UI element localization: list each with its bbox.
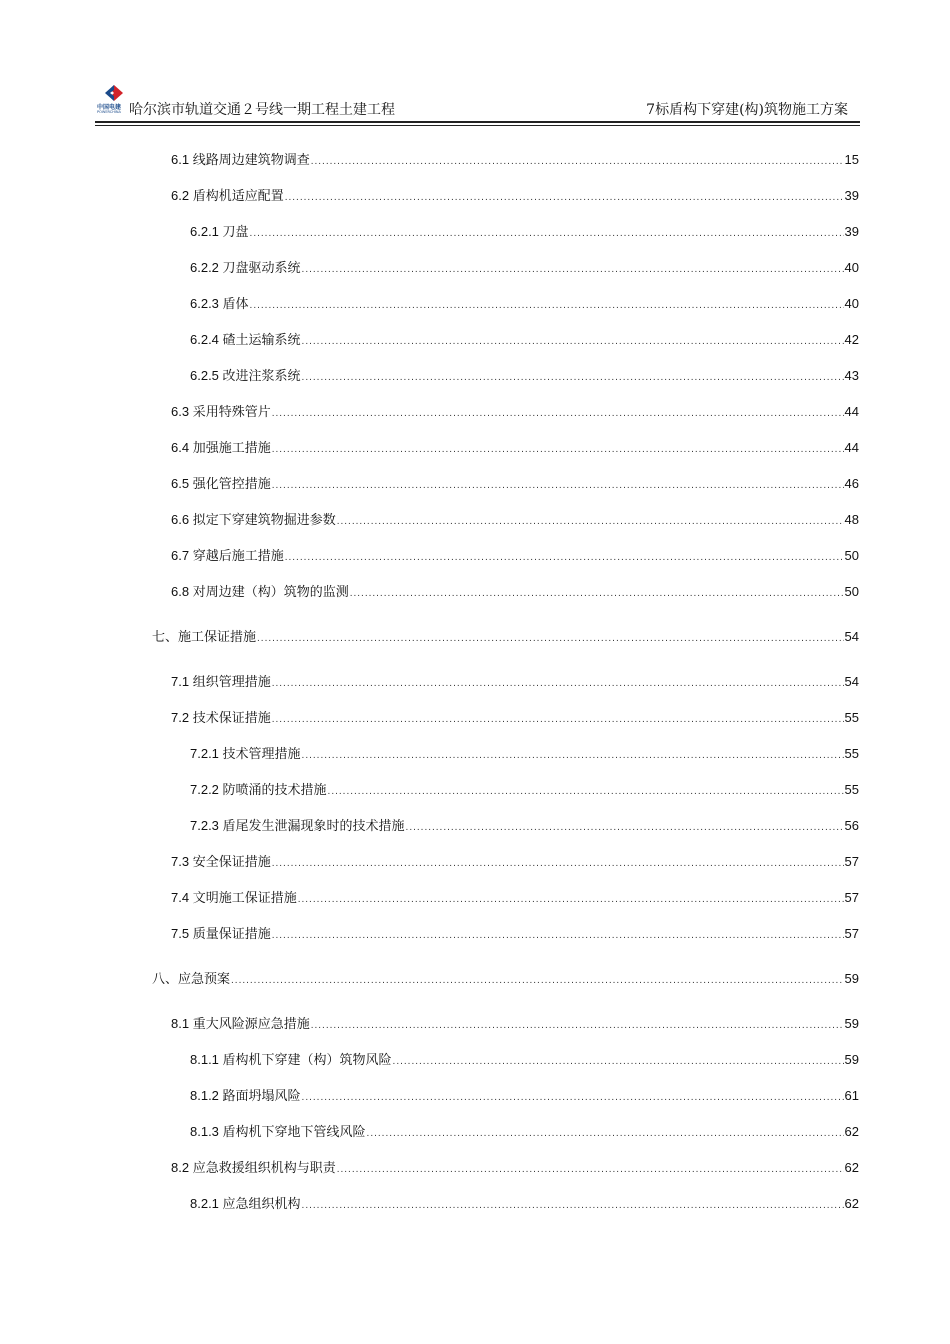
toc-entry[interactable] (190, 259, 859, 279)
toc-entry-title: 加强施工措施 (192, 441, 271, 456)
toc-entry-label (171, 151, 310, 170)
toc-entry-number: 7.2 (171, 710, 193, 725)
toc-entry[interactable] (171, 853, 859, 873)
toc-dot-leader (406, 819, 844, 837)
toc-dot-leader (298, 891, 844, 909)
toc-entry[interactable] (171, 403, 859, 423)
toc-dot-leader (302, 1089, 844, 1107)
toc-dot-leader (337, 513, 844, 531)
toc-entry-number: 7.4 (171, 890, 193, 905)
toc-entry-page: 59 (844, 1052, 859, 1067)
toc-entry-title: 路面坍塌风险 (222, 1089, 301, 1104)
toc-entry-label (171, 475, 271, 494)
toc-dot-leader (311, 153, 844, 171)
toc-entry-page: 44 (844, 404, 859, 419)
toc-entry-number: 6.7 (171, 548, 193, 563)
toc-entry[interactable] (190, 295, 859, 315)
toc-entry[interactable] (152, 628, 859, 648)
header-rule-thin (95, 125, 860, 126)
toc-entry[interactable] (190, 1051, 859, 1071)
toc-entry-label (190, 1195, 301, 1214)
toc-entry-label (171, 1159, 336, 1178)
toc-entry-page: 48 (844, 512, 859, 527)
toc-entry-title: 采用特殊管片 (192, 405, 271, 420)
toc-entry-page: 55 (844, 782, 859, 797)
toc-entry-number: 6.4 (171, 440, 193, 455)
toc-entry[interactable] (171, 547, 859, 567)
toc-dot-leader (285, 189, 844, 207)
toc-entry-label (190, 1123, 366, 1142)
toc-entry-number: 6.1 (171, 152, 193, 167)
toc-entry-number: 6.5 (171, 476, 193, 491)
toc-entry-number: 7.3 (171, 854, 193, 869)
toc-entry-number: 6.2.5 (190, 368, 223, 383)
toc-dot-leader (328, 783, 844, 801)
toc-entry[interactable] (190, 817, 859, 837)
toc-entry-page: 55 (844, 710, 859, 725)
toc-entry-label (190, 781, 327, 800)
toc-entry-label (190, 295, 249, 314)
toc-entry-label (190, 817, 405, 836)
toc-entry-number: 6.2.1 (190, 224, 223, 239)
toc-dot-leader (272, 675, 844, 693)
toc-entry[interactable] (171, 889, 859, 909)
toc-entry-page: 15 (844, 152, 859, 167)
toc-entry[interactable] (190, 1195, 859, 1215)
toc-entry-label (171, 187, 284, 206)
toc-dot-leader (350, 585, 844, 603)
toc-entry-label (171, 853, 271, 872)
toc-entry-number: 7.1 (171, 674, 193, 689)
toc-entry[interactable] (190, 223, 859, 243)
toc-dot-leader (302, 1197, 844, 1215)
header-document-title: 7标盾构下穿建(构)筑物施工方案 (646, 102, 848, 118)
toc-entry-title: 八、应急预案 (152, 972, 231, 987)
toc-entry[interactable] (171, 1015, 859, 1035)
toc-entry-number: 6.2.3 (190, 296, 223, 311)
toc-entry-page: 43 (844, 368, 859, 383)
toc-entry[interactable] (190, 781, 859, 801)
toc-entry-number: 8.2.1 (190, 1196, 223, 1211)
toc-dot-leader (231, 972, 844, 990)
toc-entry[interactable] (190, 331, 859, 351)
toc-entry-title: 盾构机适应配置 (192, 189, 284, 204)
toc-entry-page: 46 (844, 476, 859, 491)
toc-entry-title: 应急救援组织机构与职责 (192, 1161, 336, 1176)
toc-entry-label (171, 1015, 310, 1034)
toc-entry[interactable] (171, 925, 859, 945)
header-project-title: 哈尔滨市轨道交通２号线一期工程土建工程 (129, 102, 395, 118)
toc-entry-label (190, 1087, 301, 1106)
logo-text-cn: 中国电建 (97, 104, 122, 111)
toc-entry-title: 质量保证措施 (192, 927, 271, 942)
toc-entry-number: 6.3 (171, 404, 193, 419)
toc-entry-page: 62 (844, 1196, 859, 1211)
toc-entry-title: 七、施工保证措施 (152, 630, 257, 645)
toc-entry-page: 40 (844, 260, 859, 275)
toc-entry-page: 62 (844, 1160, 859, 1175)
header-rule-thick (95, 121, 860, 123)
toc-entry-label (152, 629, 256, 647)
toc-dot-leader (272, 927, 844, 945)
toc-entry-title: 安全保证措施 (192, 855, 271, 870)
toc-entry-number: 6.2.2 (190, 260, 223, 275)
toc-entry-title: 技术管理措施 (222, 747, 301, 762)
toc-dot-leader (272, 477, 844, 495)
toc-entry-page: 50 (844, 548, 859, 563)
toc-entry-page: 54 (844, 629, 859, 644)
toc-entry[interactable] (190, 745, 859, 765)
toc-entry-number: 7.2.3 (190, 818, 223, 833)
toc-entry-number: 7.2.2 (190, 782, 223, 797)
toc-dot-leader (393, 1053, 844, 1071)
toc-entry-title: 应急组织机构 (222, 1197, 301, 1212)
toc-entry-number: 8.1.1 (190, 1052, 223, 1067)
toc-entry-number: 6.2 (171, 188, 193, 203)
toc-entry-title: 刀盘驱动系统 (222, 261, 301, 276)
toc-entry-page: 39 (844, 224, 859, 239)
toc-entry-page: 59 (844, 971, 859, 986)
toc-entry[interactable] (190, 367, 859, 387)
toc-entry-title: 盾构机下穿地下管线风险 (222, 1125, 366, 1140)
toc-dot-leader (272, 855, 844, 873)
toc-entry-label (190, 1051, 392, 1070)
toc-dot-leader (257, 630, 844, 648)
toc-dot-leader (337, 1161, 844, 1179)
toc-entry[interactable] (171, 511, 859, 531)
toc-entry-title: 对周边建（构）筑物的监测 (192, 585, 349, 600)
toc-entry[interactable] (171, 475, 859, 495)
toc-dot-leader (367, 1125, 844, 1143)
toc-entry-label (190, 367, 301, 386)
toc-entry[interactable] (171, 673, 859, 693)
toc-entry[interactable] (171, 187, 859, 207)
powerchina-logo (97, 84, 129, 118)
toc-entry-page: 57 (844, 890, 859, 905)
powerchina-logo-icon (103, 84, 125, 102)
toc-entry[interactable] (190, 1123, 859, 1143)
toc-entry-label (171, 511, 336, 530)
toc-entry-number: 7.2.1 (190, 746, 223, 761)
toc-entry-number: 8.2 (171, 1160, 193, 1175)
toc-entry-page: 39 (844, 188, 859, 203)
page-header (95, 84, 860, 124)
toc-entry-label (190, 331, 301, 350)
toc-entry-label (190, 223, 249, 242)
toc-dot-leader (250, 297, 844, 315)
toc-entry-page: 54 (844, 674, 859, 689)
toc-entry[interactable] (190, 1087, 859, 1107)
toc-entry-page: 59 (844, 1016, 859, 1031)
toc-entry-number: 6.8 (171, 584, 193, 599)
toc-entry-page: 56 (844, 818, 859, 833)
toc-entry-label (171, 439, 271, 458)
toc-entry-page: 62 (844, 1124, 859, 1139)
toc-dot-leader (302, 369, 844, 387)
toc-entry-page: 57 (844, 926, 859, 941)
toc-dot-leader (250, 225, 844, 243)
toc-entry-label (171, 583, 349, 602)
toc-entry-title: 防喷涌的技术措施 (222, 783, 327, 798)
toc-entry-number: 6.2.4 (190, 332, 223, 347)
toc-entry[interactable] (171, 1159, 859, 1179)
toc-entry-page: 40 (844, 296, 859, 311)
logo-text-en: POWERCHINA (97, 110, 121, 114)
toc-entry-title: 线路周边建筑物调查 (192, 153, 310, 168)
toc-entry-title: 盾尾发生泄漏现象时的技术措施 (222, 819, 405, 834)
toc-entry-page: 55 (844, 746, 859, 761)
toc-entry[interactable] (171, 709, 859, 729)
toc-entry-label (171, 889, 297, 908)
toc-entry[interactable] (171, 439, 859, 459)
toc-entry-number: 8.1.2 (190, 1088, 223, 1103)
toc-entry[interactable] (152, 970, 859, 990)
toc-entry-number: 6.6 (171, 512, 193, 527)
toc-entry-page: 50 (844, 584, 859, 599)
toc-entry-title: 组织管理措施 (192, 675, 271, 690)
toc-entry-title: 强化管控措施 (192, 477, 271, 492)
toc-entry-label (152, 971, 230, 989)
toc-entry-title: 碴土运输系统 (222, 333, 301, 348)
toc-dot-leader (272, 711, 844, 729)
toc-entry-label (171, 403, 271, 422)
toc-entry-page: 57 (844, 854, 859, 869)
toc-entry-title: 重大风险源应急措施 (192, 1017, 310, 1032)
toc-dot-leader (272, 405, 844, 423)
toc-entry-title: 穿越后施工措施 (192, 549, 284, 564)
toc-entry-number: 8.1 (171, 1016, 193, 1031)
toc-entry-label (190, 259, 301, 278)
toc-entry-label (190, 745, 301, 764)
toc-entry-label (171, 673, 271, 692)
toc-dot-leader (302, 747, 844, 765)
toc-dot-leader (272, 441, 844, 459)
toc-entry-title: 改进注浆系统 (222, 369, 301, 384)
toc-entry-page: 44 (844, 440, 859, 455)
toc-entry[interactable] (171, 151, 859, 171)
toc-entry-title: 刀盘 (222, 225, 249, 240)
toc-entry-number: 8.1.3 (190, 1124, 223, 1139)
toc-entry-title: 文明施工保证措施 (192, 891, 297, 906)
toc-entry-page: 42 (844, 332, 859, 347)
toc-entry-page: 61 (844, 1088, 859, 1103)
toc-entry-number: 7.5 (171, 926, 193, 941)
toc-entry[interactable] (171, 583, 859, 603)
toc-entry-title: 盾构机下穿建（构）筑物风险 (222, 1053, 392, 1068)
toc-dot-leader (311, 1017, 844, 1035)
toc-entry-label (171, 709, 271, 728)
toc-entry-label (171, 547, 284, 566)
toc-dot-leader (302, 261, 844, 279)
toc-entry-title: 技术保证措施 (192, 711, 271, 726)
toc-entry-label (171, 925, 271, 944)
toc-dot-leader (302, 333, 844, 351)
toc-dot-leader (285, 549, 844, 567)
toc-entry-title: 盾体 (222, 297, 249, 312)
toc-entry-title: 拟定下穿建筑物掘进参数 (192, 513, 336, 528)
